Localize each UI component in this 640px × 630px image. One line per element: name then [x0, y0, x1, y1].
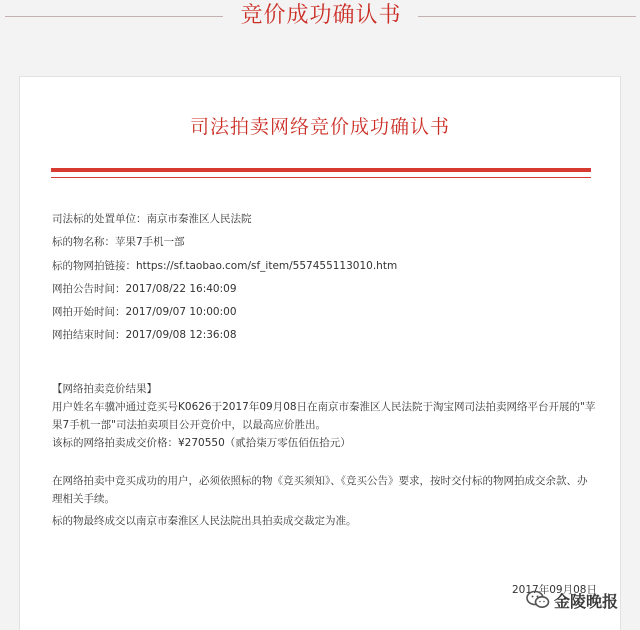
info-auction-link: 标的物网拍链接：https://sf.taobao.com/sf_item/557455113010.htm: [52, 259, 398, 272]
watermark-text: 金陵晚报: [554, 592, 619, 611]
auction-result: [52, 380, 597, 530]
info-end-time: 网拍结束时间：2017/09/08 12:36:08: [52, 329, 237, 342]
confirmation-document: [19, 76, 621, 630]
info-disposal-unit: 司法标的处置单位：南京市秦淮区人民法院: [52, 213, 252, 225]
info-item-name: 标的物名称：苹果7手机一部: [52, 236, 185, 249]
top-header: [0, 0, 640, 34]
header-rule-right: [418, 16, 636, 17]
header-title: 竞价成功确认书: [240, 3, 402, 28]
info-start-time: 网拍开始时间：2017/09/07 10:00:00: [52, 306, 237, 319]
auction-info: [52, 208, 597, 348]
title-rule-thin: [51, 177, 591, 178]
document-title: 司法拍卖网络竞价成功确认书: [189, 116, 450, 138]
result-price: 该标的网络拍卖成交价格：¥270550（贰拾柒万零伍佰伍拾元）: [52, 437, 351, 449]
result-heading: 【网络拍卖竞价结果】: [52, 383, 157, 395]
notice-final: 标的物最终成交以南京市秦淮区人民法院出具拍卖成交裁定为准。: [52, 515, 357, 527]
header-rule-left: [5, 16, 223, 17]
notice-payment: 在网络拍卖中竞买成功的用户，必须依照标的物《竞买须知》、《竞买公告》要求，按时交付标的物网拍成交余款、办理相关手续。: [52, 475, 588, 505]
info-announce-time: 网拍公告时间：2017/08/22 16:40:09: [52, 282, 237, 295]
result-winner-paragraph: 用户姓名车骥冲通过竞买号K0626于2017年09月08日在南京市秦淮区人民法院于淘宝网司法拍卖网络平台开展的"苹果7手机一部"司法拍卖项目公开竞价中，以最高应价胜出。: [52, 401, 596, 431]
title-rule-thick: [51, 168, 591, 172]
watermark: [526, 586, 638, 614]
wechat-icon: [526, 589, 550, 611]
document-date: 2017年09月08日: [512, 584, 597, 596]
